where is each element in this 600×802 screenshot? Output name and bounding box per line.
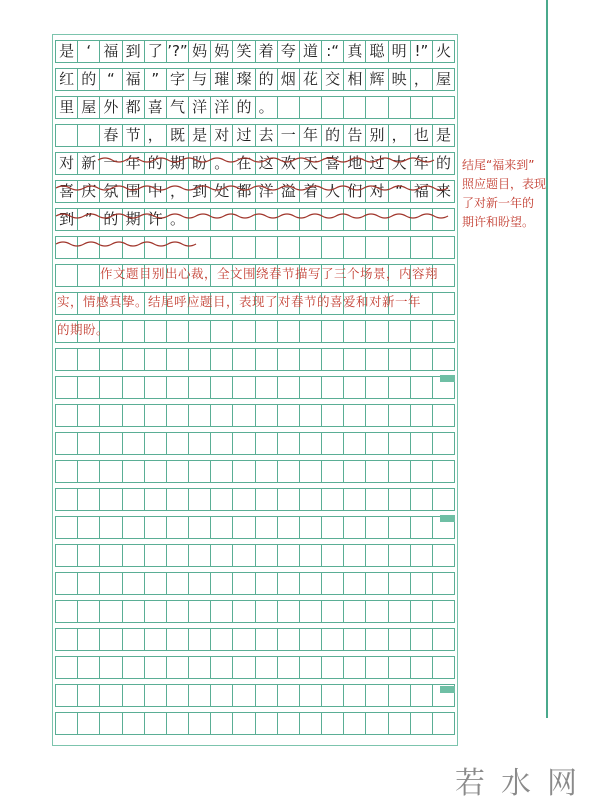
- grid-cell: 一: [277, 125, 299, 146]
- grid-cell: ，: [166, 181, 188, 202]
- grid-cell: ’?”: [167, 42, 188, 60]
- wavy-underline: [56, 214, 448, 218]
- grid-cell: 对: [55, 153, 77, 174]
- grid-cell: 天: [299, 153, 321, 174]
- wavy-underline: [56, 242, 196, 246]
- grid-cell: :“: [321, 41, 343, 62]
- grid-cell: ，: [388, 125, 410, 146]
- grid-cell: 对: [365, 181, 387, 202]
- grid-cell: 到: [188, 181, 210, 202]
- grid-cell: 告: [343, 125, 365, 146]
- grid-cell: 笑: [232, 41, 254, 62]
- grid-cell: 了: [144, 41, 166, 62]
- grid-cell: 到: [122, 41, 144, 62]
- grid-cell: 中: [144, 181, 166, 202]
- grid-cell: 一: [99, 153, 121, 174]
- grid-cell: 的: [321, 125, 343, 146]
- grid-cell: 里: [55, 97, 77, 118]
- grid-cell: 盼: [188, 153, 210, 174]
- grid-cell: 的: [144, 153, 166, 174]
- teacher-comment-line-2: 实，情感真挚。结尾呼应题目，表现了对春节的喜爱和对新一年: [57, 294, 422, 309]
- grid-cell: 字: [166, 69, 188, 90]
- grid-cell: ，: [144, 125, 166, 146]
- grid-cell: 洋: [188, 97, 210, 118]
- grid-cell: 璨: [232, 69, 254, 90]
- grid-cell: ‘: [77, 41, 99, 62]
- grid-cell: 的: [77, 69, 99, 90]
- grid-cell: 映: [388, 69, 410, 90]
- margin-note-line: 期许和盼望。: [462, 215, 535, 229]
- grid-cell: 屋: [77, 97, 99, 118]
- grid-cell: 喜: [144, 97, 166, 118]
- grid-cell: 期: [122, 209, 144, 230]
- grid-cell: 也: [410, 125, 432, 146]
- grid-cell: 期: [166, 153, 188, 174]
- grid-cell: 溢: [277, 181, 299, 202]
- grid-cell: 辉: [365, 69, 387, 90]
- grid-cell: 聪: [365, 41, 387, 62]
- grid-cell: 。: [210, 153, 232, 174]
- grid-cell: 都: [122, 97, 144, 118]
- grid-cell: 大: [388, 153, 410, 174]
- teacher-comment-line-3: 的期盼。: [57, 322, 110, 337]
- grid-cell: 们: [343, 181, 365, 202]
- grid-cell: 既: [166, 125, 188, 146]
- grid-cell: 围: [122, 181, 144, 202]
- margin-note-line: 结尾“福来到”: [462, 158, 535, 172]
- grid-cell: 人: [321, 181, 343, 202]
- grid-cell: 去: [255, 125, 277, 146]
- grid-cell: “: [388, 181, 410, 202]
- grid-cell: 的: [255, 69, 277, 90]
- grid-cell: 交: [321, 69, 343, 90]
- grid-cell: 气: [166, 97, 188, 118]
- grid-cell: 在: [232, 153, 254, 174]
- grid-cell: 明: [388, 41, 410, 62]
- grid-cell: 春: [99, 125, 121, 146]
- grid-cell: 的: [99, 209, 121, 230]
- grid-cell: 相: [343, 69, 365, 90]
- grid-cell: “: [99, 69, 121, 90]
- grid-cell: 洋: [255, 181, 277, 202]
- grid-cell: 是: [55, 41, 77, 62]
- grid-cell: 。: [255, 97, 277, 118]
- grid-cell: 道: [299, 41, 321, 62]
- grid-cell: 火: [432, 41, 455, 62]
- grid-cell: 。: [166, 209, 188, 230]
- grid-cell: 这: [255, 153, 277, 174]
- grid-cell: 福: [99, 41, 121, 62]
- wavy-underline: [98, 158, 434, 162]
- grid-cell: ，: [410, 69, 432, 90]
- grid-cell: 外: [99, 97, 121, 118]
- grid-cell: 对: [210, 125, 232, 146]
- grid-cell: 真: [343, 41, 365, 62]
- grid-cell: 年: [410, 153, 432, 174]
- grid-cell: 欢: [277, 153, 299, 174]
- grid-cell: 是: [188, 125, 210, 146]
- grid-cell: 喜: [55, 181, 77, 202]
- grid-cell: 庆: [77, 181, 99, 202]
- grid-cell: 璀: [210, 69, 232, 90]
- word-count-marker: [440, 686, 455, 693]
- grid-cell: 过: [232, 125, 254, 146]
- grid-cell: 地: [343, 153, 365, 174]
- teacher-comment-line-1: 作文题目别出心裁，全文围绕春节描写了三个场景，内容翔: [100, 266, 439, 281]
- grid-cell: 是: [432, 125, 455, 146]
- margin-note-line: 照应题目，表现: [462, 177, 547, 191]
- word-count-marker: [440, 375, 455, 382]
- grid-cell: 来: [432, 181, 455, 202]
- grid-cell: 许: [144, 209, 166, 230]
- grid-cell: 着: [299, 181, 321, 202]
- margin-note-line: 了对新一年的: [462, 196, 535, 210]
- watermark-logo: 若水网: [455, 766, 593, 801]
- grid-cell: 节: [122, 125, 144, 146]
- grid-cell: 红: [55, 69, 77, 90]
- grid-cell: 洋: [210, 97, 232, 118]
- grid-cell: 年: [122, 153, 144, 174]
- grid-cell: 与: [188, 69, 210, 90]
- grid-cell: !”: [410, 41, 432, 62]
- grid-cell: 别: [365, 125, 387, 146]
- grid-cell: 处: [210, 181, 232, 202]
- wavy-underline: [56, 186, 448, 190]
- grid-cell: 年: [299, 125, 321, 146]
- grid-cell: 屋: [432, 69, 455, 90]
- grid-cell: 到: [55, 209, 77, 230]
- grid-cell: 新: [77, 153, 99, 174]
- grid-cell: 氛: [99, 181, 121, 202]
- grid-cell: 喜: [321, 153, 343, 174]
- grid-cell: ”: [144, 69, 166, 90]
- grid-cell: 的: [232, 97, 254, 118]
- grid-cell: 过: [365, 153, 387, 174]
- grid-cell: 福: [122, 69, 144, 90]
- grid-cell: 花: [299, 69, 321, 90]
- grid-cell: 着: [255, 41, 277, 62]
- grid-cell: 烟: [277, 69, 299, 90]
- grid-cell: 妈: [210, 41, 232, 62]
- grid-cell: ”: [77, 209, 99, 230]
- grid-cell: 的: [432, 153, 455, 174]
- word-count-marker: [440, 515, 455, 522]
- grid-cell: 妈: [188, 41, 210, 62]
- grid-cell: 夸: [277, 41, 299, 62]
- grid-cell: 福: [410, 181, 432, 202]
- grid-cell: 都: [232, 181, 254, 202]
